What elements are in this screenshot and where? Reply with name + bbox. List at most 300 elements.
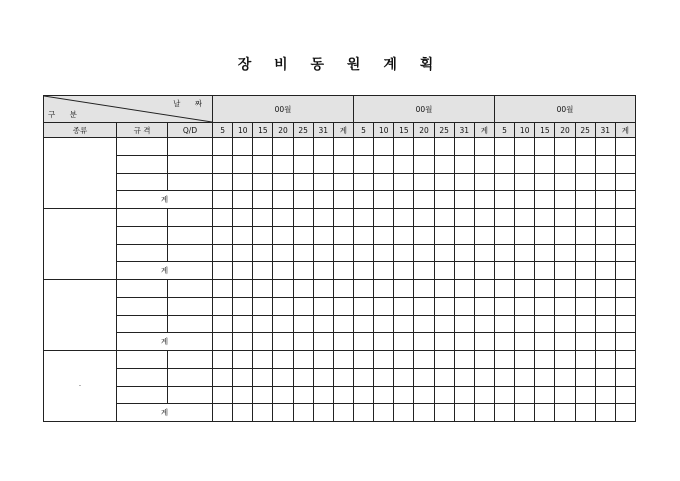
day-column-header: 계 (615, 123, 635, 138)
day-cell (555, 209, 575, 227)
day-cell (333, 155, 353, 173)
day-cell (213, 138, 233, 156)
day-cell (293, 173, 313, 191)
day-cell (293, 315, 313, 333)
day-cell (595, 155, 615, 173)
day-cell (474, 262, 494, 280)
spec-cell (117, 315, 168, 333)
qd-cell (168, 280, 213, 298)
day-cell (615, 155, 635, 173)
day-cell (575, 173, 595, 191)
day-cell (575, 244, 595, 262)
day-cell (595, 333, 615, 351)
day-cell (293, 191, 313, 209)
day-cell (575, 138, 595, 156)
day-cell (595, 297, 615, 315)
day-cell (535, 368, 555, 386)
day-cell (434, 244, 454, 262)
day-cell (494, 280, 514, 298)
day-cell (515, 191, 535, 209)
day-cell (293, 386, 313, 404)
subtotal-label: 계 (117, 404, 213, 422)
day-cell (213, 351, 233, 369)
type-cell: · (44, 351, 117, 422)
table-row (44, 333, 636, 351)
day-cell (253, 368, 273, 386)
day-cell (615, 209, 635, 227)
day-cell (374, 138, 394, 156)
day-cell (273, 280, 293, 298)
day-cell (273, 155, 293, 173)
day-cell (575, 333, 595, 351)
day-cell (354, 315, 374, 333)
day-cell (333, 386, 353, 404)
day-cell (313, 155, 333, 173)
spec-cell (117, 173, 168, 191)
day-cell (454, 244, 474, 262)
day-column-header: 10 (515, 123, 535, 138)
day-cell (293, 280, 313, 298)
day-cell (414, 173, 434, 191)
day-cell (434, 209, 454, 227)
day-cell (333, 244, 353, 262)
day-cell (374, 244, 394, 262)
day-cell (515, 244, 535, 262)
day-cell (474, 191, 494, 209)
day-cell (414, 315, 434, 333)
day-cell (374, 315, 394, 333)
day-cell (494, 315, 514, 333)
day-cell (213, 209, 233, 227)
table-row (44, 173, 636, 191)
day-cell (494, 351, 514, 369)
spec-cell (117, 368, 168, 386)
qd-cell (168, 368, 213, 386)
day-cell (213, 280, 233, 298)
qd-cell (168, 155, 213, 173)
day-cell (555, 386, 575, 404)
day-cell (394, 333, 414, 351)
month-header: 00월 (494, 96, 635, 123)
day-cell (474, 404, 494, 422)
day-cell (494, 244, 514, 262)
day-cell (515, 173, 535, 191)
day-cell (535, 138, 555, 156)
day-cell (273, 404, 293, 422)
spec-cell (117, 209, 168, 227)
day-cell (233, 138, 253, 156)
day-cell (494, 262, 514, 280)
day-cell (233, 386, 253, 404)
day-column-header: 5 (494, 123, 514, 138)
day-cell (575, 209, 595, 227)
day-cell (253, 173, 273, 191)
day-cell (414, 226, 434, 244)
day-cell (394, 280, 414, 298)
qd-cell (168, 244, 213, 262)
day-cell (253, 262, 273, 280)
day-cell (394, 386, 414, 404)
day-cell (515, 368, 535, 386)
table-row (44, 386, 636, 404)
day-cell (333, 209, 353, 227)
qd-cell (168, 138, 213, 156)
day-cell (253, 155, 273, 173)
day-cell (454, 262, 474, 280)
day-cell (474, 244, 494, 262)
day-cell (414, 191, 434, 209)
day-cell (414, 155, 434, 173)
day-cell (555, 191, 575, 209)
day-cell (595, 138, 615, 156)
day-cell (454, 351, 474, 369)
day-cell (233, 368, 253, 386)
day-cell (615, 386, 635, 404)
day-column-header: 31 (313, 123, 333, 138)
day-cell (273, 333, 293, 351)
page-title: 장 비 동 원 계 획 (237, 57, 443, 73)
day-cell (333, 404, 353, 422)
day-column-header: 31 (595, 123, 615, 138)
spec-cell (117, 351, 168, 369)
day-cell (253, 226, 273, 244)
day-cell (414, 404, 434, 422)
equipment-plan-table (43, 95, 636, 422)
day-cell (474, 333, 494, 351)
day-cell (555, 297, 575, 315)
day-column-header: 5 (354, 123, 374, 138)
spec-column-header: 규 격 (117, 123, 168, 138)
day-cell (555, 173, 575, 191)
day-cell (535, 297, 555, 315)
day-cell (555, 138, 575, 156)
day-cell (434, 404, 454, 422)
header-row-days (44, 123, 636, 138)
day-cell (454, 386, 474, 404)
day-cell (394, 173, 414, 191)
day-cell (454, 173, 474, 191)
day-cell (535, 351, 555, 369)
diagonal-header-cell (44, 96, 213, 123)
day-cell (454, 138, 474, 156)
day-cell (313, 209, 333, 227)
day-cell (273, 226, 293, 244)
table-row (44, 191, 636, 209)
day-cell (474, 315, 494, 333)
day-cell (535, 173, 555, 191)
day-cell (213, 368, 233, 386)
qd-cell (168, 226, 213, 244)
day-cell (515, 138, 535, 156)
qd-cell (168, 351, 213, 369)
day-cell (213, 262, 233, 280)
day-column-header: 20 (414, 123, 434, 138)
day-cell (555, 351, 575, 369)
day-cell (354, 386, 374, 404)
day-cell (555, 280, 575, 298)
day-cell (575, 368, 595, 386)
day-cell (595, 244, 615, 262)
day-cell (615, 226, 635, 244)
qd-column-header: Q/D (168, 123, 213, 138)
day-cell (414, 209, 434, 227)
day-cell (273, 173, 293, 191)
day-cell (233, 404, 253, 422)
day-cell (414, 333, 434, 351)
day-cell (374, 173, 394, 191)
day-cell (253, 351, 273, 369)
day-cell (434, 315, 454, 333)
day-column-header: 25 (293, 123, 313, 138)
day-cell (213, 244, 233, 262)
day-cell (454, 368, 474, 386)
day-cell (454, 404, 474, 422)
day-cell (414, 280, 434, 298)
day-column-header: 계 (474, 123, 494, 138)
day-cell (273, 386, 293, 404)
day-column-header: 15 (394, 123, 414, 138)
day-cell (273, 138, 293, 156)
day-cell (474, 280, 494, 298)
day-cell (575, 280, 595, 298)
day-cell (293, 351, 313, 369)
subtotal-label: 계 (117, 262, 213, 280)
qd-cell (168, 386, 213, 404)
day-cell (595, 209, 615, 227)
day-cell (615, 280, 635, 298)
table-row (44, 280, 636, 298)
day-cell (273, 191, 293, 209)
table-row (44, 368, 636, 386)
day-cell (535, 209, 555, 227)
day-cell (374, 191, 394, 209)
day-cell (494, 333, 514, 351)
day-cell (253, 386, 273, 404)
day-cell (273, 209, 293, 227)
table-row (44, 155, 636, 173)
day-cell (213, 404, 233, 422)
day-column-header: 25 (575, 123, 595, 138)
day-cell (333, 262, 353, 280)
day-cell (233, 209, 253, 227)
day-column-header: 20 (555, 123, 575, 138)
day-cell (354, 191, 374, 209)
day-cell (615, 297, 635, 315)
day-cell (374, 262, 394, 280)
day-cell (293, 226, 313, 244)
day-cell (434, 155, 454, 173)
day-cell (454, 280, 474, 298)
day-cell (474, 386, 494, 404)
day-cell (354, 244, 374, 262)
day-cell (595, 315, 615, 333)
day-cell (374, 209, 394, 227)
day-column-header: 15 (535, 123, 555, 138)
day-cell (394, 244, 414, 262)
day-cell (515, 315, 535, 333)
day-cell (615, 173, 635, 191)
day-cell (535, 280, 555, 298)
day-cell (494, 173, 514, 191)
day-cell (354, 173, 374, 191)
type-cell (44, 138, 117, 209)
day-cell (454, 333, 474, 351)
day-cell (535, 333, 555, 351)
day-cell (474, 351, 494, 369)
day-cell (454, 297, 474, 315)
day-cell (575, 226, 595, 244)
day-cell (374, 386, 394, 404)
day-cell (374, 155, 394, 173)
day-cell (374, 351, 394, 369)
day-cell (414, 351, 434, 369)
day-cell (213, 315, 233, 333)
table-row (44, 404, 636, 422)
day-cell (535, 386, 555, 404)
day-cell (575, 297, 595, 315)
day-cell (595, 280, 615, 298)
day-cell (615, 351, 635, 369)
day-cell (253, 297, 273, 315)
day-cell (555, 155, 575, 173)
day-cell (535, 262, 555, 280)
day-cell (434, 191, 454, 209)
day-cell (535, 244, 555, 262)
day-cell (233, 226, 253, 244)
day-cell (273, 244, 293, 262)
day-column-header: 계 (333, 123, 353, 138)
day-cell (575, 262, 595, 280)
day-cell (213, 155, 233, 173)
spec-cell (117, 297, 168, 315)
day-cell (474, 138, 494, 156)
spec-cell (117, 244, 168, 262)
day-cell (535, 315, 555, 333)
day-cell (555, 315, 575, 333)
day-cell (494, 155, 514, 173)
day-cell (474, 173, 494, 191)
day-cell (434, 138, 454, 156)
day-cell (233, 297, 253, 315)
table-row (44, 315, 636, 333)
day-cell (233, 244, 253, 262)
day-cell (535, 226, 555, 244)
day-cell (213, 226, 233, 244)
day-cell (555, 262, 575, 280)
day-cell (374, 333, 394, 351)
day-cell (313, 333, 333, 351)
day-cell (313, 173, 333, 191)
day-cell (454, 315, 474, 333)
day-cell (333, 333, 353, 351)
day-cell (313, 297, 333, 315)
day-cell (575, 155, 595, 173)
day-cell (414, 368, 434, 386)
day-cell (253, 244, 273, 262)
month-header: 00월 (354, 96, 495, 123)
day-cell (354, 297, 374, 315)
day-cell (374, 404, 394, 422)
day-cell (454, 226, 474, 244)
day-cell (515, 297, 535, 315)
day-cell (233, 333, 253, 351)
day-cell (575, 386, 595, 404)
day-cell (535, 191, 555, 209)
table-row (44, 209, 636, 227)
day-cell (535, 155, 555, 173)
day-cell (354, 262, 374, 280)
qd-cell (168, 297, 213, 315)
day-cell (273, 315, 293, 333)
day-cell (434, 226, 454, 244)
day-cell (474, 155, 494, 173)
day-cell (233, 191, 253, 209)
date-label: 날 짜 (173, 99, 209, 108)
day-cell (615, 333, 635, 351)
day-cell (434, 262, 454, 280)
day-cell (354, 351, 374, 369)
day-column-header: 5 (213, 123, 233, 138)
day-cell (253, 404, 273, 422)
day-cell (374, 297, 394, 315)
day-cell (213, 191, 233, 209)
day-cell (434, 368, 454, 386)
day-cell (394, 226, 414, 244)
day-cell (434, 351, 454, 369)
day-cell (515, 333, 535, 351)
day-cell (515, 209, 535, 227)
table-row (44, 244, 636, 262)
day-cell (555, 244, 575, 262)
qd-cell (168, 209, 213, 227)
day-cell (474, 226, 494, 244)
day-cell (595, 173, 615, 191)
qd-cell (168, 315, 213, 333)
qd-cell (168, 173, 213, 191)
day-cell (213, 297, 233, 315)
day-cell (494, 404, 514, 422)
day-cell (333, 226, 353, 244)
table-row (44, 297, 636, 315)
day-cell (535, 404, 555, 422)
day-cell (313, 191, 333, 209)
day-cell (293, 404, 313, 422)
day-cell (293, 244, 313, 262)
classification-label: 구 분 (48, 110, 83, 119)
day-cell (555, 226, 575, 244)
day-cell (233, 280, 253, 298)
day-cell (494, 226, 514, 244)
day-cell (575, 315, 595, 333)
day-cell (394, 315, 414, 333)
day-cell (213, 333, 233, 351)
day-cell (494, 191, 514, 209)
day-cell (615, 404, 635, 422)
day-cell (354, 280, 374, 298)
subtotal-label: 계 (117, 333, 213, 351)
day-cell (414, 138, 434, 156)
day-cell (414, 297, 434, 315)
day-cell (374, 368, 394, 386)
day-cell (515, 155, 535, 173)
day-cell (273, 297, 293, 315)
day-cell (575, 191, 595, 209)
day-cell (515, 280, 535, 298)
day-cell (394, 404, 414, 422)
day-cell (595, 262, 615, 280)
day-cell (273, 368, 293, 386)
day-cell (595, 351, 615, 369)
